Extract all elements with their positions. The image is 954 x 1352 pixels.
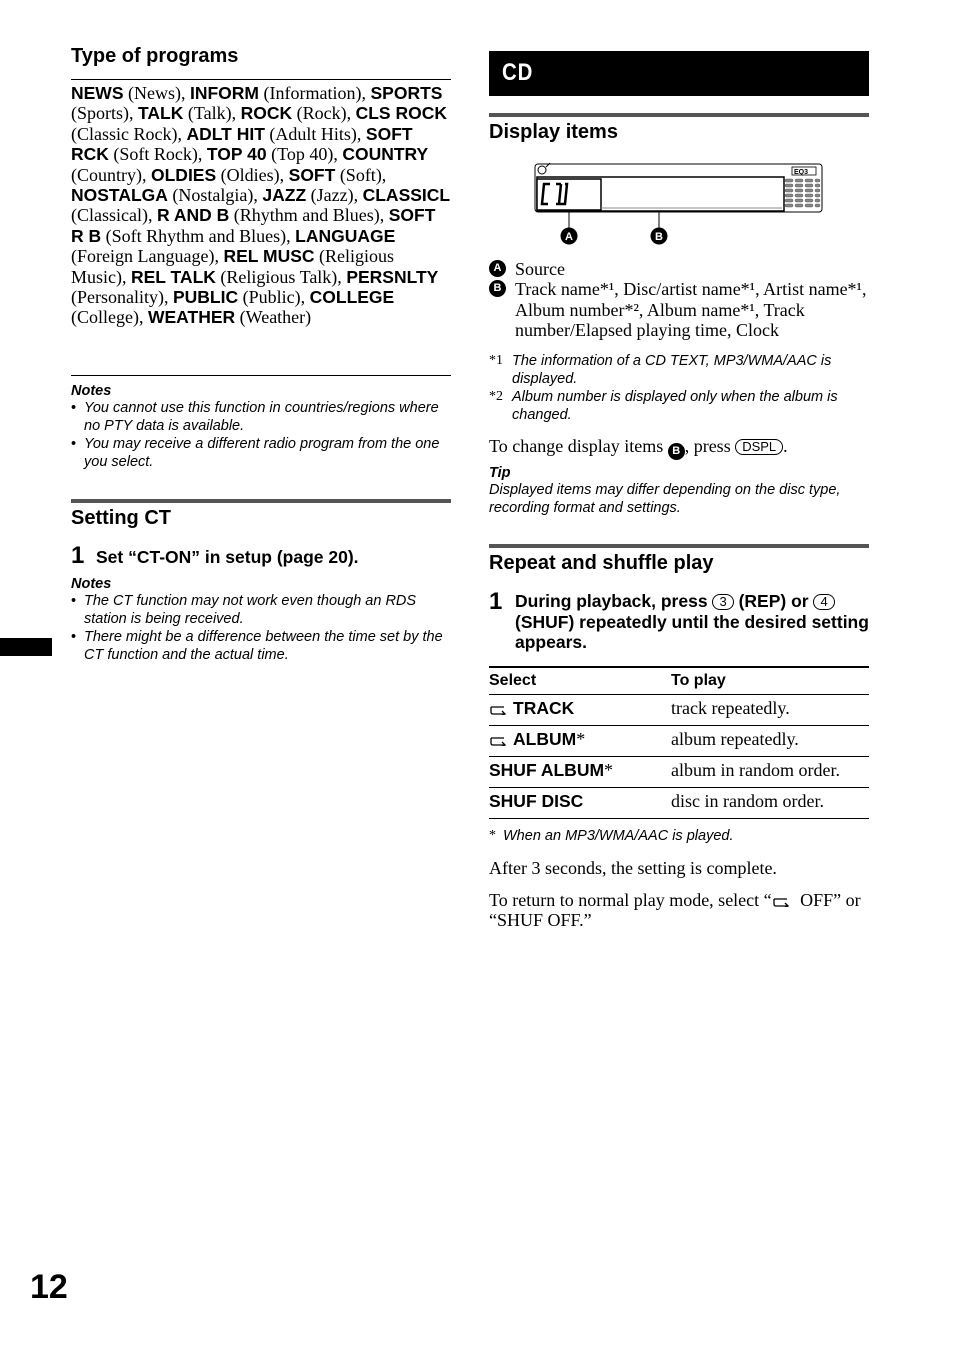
step-number: 1 <box>71 542 85 569</box>
repeat-icon <box>489 705 507 715</box>
program-code: R AND B <box>156 205 230 226</box>
select-cell <box>489 788 671 819</box>
display-items-list <box>489 259 869 341</box>
to-play-cell: track repeatedly. <box>671 695 869 726</box>
tip-block <box>489 465 869 517</box>
program-code: CLS ROCK <box>355 103 447 124</box>
key-3: 3 <box>712 594 733 610</box>
program-name: (Adult Hits), <box>269 123 362 144</box>
select-cell <box>489 695 671 726</box>
program-name: (Weather) <box>239 307 312 328</box>
program-name: (Classic Rock), <box>71 123 182 144</box>
program-code: PUBLIC <box>172 287 239 308</box>
program-name: (Nostalgia), <box>172 185 258 206</box>
callout-b-badge: B <box>489 280 506 297</box>
repeat-step <box>489 588 869 653</box>
program-name: (Religious Talk), <box>220 266 342 287</box>
program-code: TOP 40 <box>206 144 267 165</box>
display-item-b-text: Track name*¹, Disc/artist name*¹, Artist name*¹, Album number*², Album name*¹, Track number/Elapsed playing time, Clock <box>515 279 867 341</box>
footnote <box>489 352 869 388</box>
section-tab-marker <box>0 638 52 656</box>
cd-banner-title: CD <box>502 59 534 86</box>
to-play-cell: disc in random order. <box>671 788 869 819</box>
select-cell <box>489 757 671 788</box>
step-text-part: (REP) or <box>738 591 809 611</box>
return-instruction <box>489 890 869 931</box>
program-name: (News), <box>128 83 186 103</box>
select-cell <box>489 726 671 757</box>
select-label: TRACK <box>513 698 575 718</box>
select-label: SHUF DISC <box>489 791 584 811</box>
section-divider <box>71 499 451 503</box>
program-code: PERSNLTY <box>346 266 439 287</box>
table-row <box>489 788 869 819</box>
callout-b: B <box>655 231 663 243</box>
callout-a-badge: A <box>489 260 506 277</box>
program-code: REL TALK <box>131 266 216 287</box>
table-row <box>489 757 869 788</box>
program-name: (Personality), <box>71 287 169 308</box>
program-code: TALK <box>138 103 184 124</box>
instruction-text: To return to normal play mode, select “ <box>489 890 772 910</box>
display-footnotes <box>489 352 869 424</box>
table-row <box>489 726 869 757</box>
step-text: Set “CT-ON” in setup (page 20). <box>96 547 359 567</box>
program-code: SOFT <box>288 164 336 185</box>
table-header-row <box>489 668 869 695</box>
note-item: • You may receive a different radio program from the one you select. <box>71 435 451 471</box>
footnote <box>489 388 869 424</box>
notes-block <box>71 576 451 664</box>
program-code: COLLEGE <box>309 287 395 308</box>
program-code: INFORM <box>189 83 260 103</box>
program-name: (Rhythm and Blues), <box>233 205 385 226</box>
program-name: (Country), <box>71 164 147 185</box>
footnote-mark: *1 <box>489 353 503 368</box>
program-name: (Classical), <box>71 205 153 226</box>
display-items-heading: Display items <box>489 121 618 143</box>
footnote-text: The information of a CD TEXT, MP3/WMA/AAC is displayed. <box>512 353 832 387</box>
program-name: (Rock), <box>296 103 352 124</box>
program-code: NOSTALGA <box>71 185 168 206</box>
repeat-shuffle-table <box>489 668 869 819</box>
repeat-icon <box>772 897 790 907</box>
footnote-mark: *2 <box>489 389 503 404</box>
program-type-list <box>71 83 451 328</box>
program-code: COUNTRY <box>342 144 429 165</box>
type-of-programs-heading: Type of programs <box>71 45 239 67</box>
program-code: JAZZ <box>262 185 307 206</box>
display-item-a-text: Source <box>515 259 565 279</box>
notes-title: Notes <box>71 383 112 399</box>
program-name: (Information), <box>263 83 366 103</box>
program-code: NEWS <box>71 83 124 103</box>
footnote-text: Album number is displayed only when the album is changed. <box>512 389 838 423</box>
callout-a: A <box>565 231 573 243</box>
instruction-text: OFF” or “SHUF OFF.” <box>489 890 861 931</box>
column-header-to-play: To play <box>671 668 869 695</box>
table-body <box>489 695 869 819</box>
repeat-icon <box>489 736 507 746</box>
display-item-a <box>489 259 869 279</box>
divider <box>71 79 451 80</box>
section-divider <box>489 113 869 117</box>
program-name: (Public), <box>242 287 306 308</box>
program-code: ADLT HIT <box>186 123 265 144</box>
repeat-shuffle-heading: Repeat and shuffle play <box>489 552 714 574</box>
program-name: (Foreign Language), <box>71 246 219 267</box>
footnote-mark: * <box>489 828 496 843</box>
program-code: OLDIES <box>151 164 217 185</box>
instruction-text: . <box>783 436 788 456</box>
step-text <box>489 588 869 653</box>
section-divider <box>489 544 869 548</box>
instruction-text: , press <box>684 436 731 456</box>
page-number: 12 <box>30 1268 68 1306</box>
key-4: 4 <box>813 594 834 610</box>
program-code: CLASSICL <box>362 185 451 206</box>
display-item-b <box>489 279 869 340</box>
to-play-cell: album repeatedly. <box>671 726 869 757</box>
program-code: WEATHER <box>147 307 236 328</box>
program-code: SOFT R B <box>71 205 436 246</box>
program-code: ROCK <box>240 103 293 124</box>
program-name: (Talk), <box>187 103 237 124</box>
repeat-shuffle-table-wrap <box>489 666 869 819</box>
notes-title: Notes <box>71 576 112 592</box>
notes-block <box>71 383 451 471</box>
after-text: After 3 seconds, the setting is complete. <box>489 858 777 878</box>
footnote-text: When an MP3/WMA/AAC is played. <box>503 828 734 844</box>
column-header-select: Select <box>489 668 671 695</box>
program-name: (College), <box>71 307 144 328</box>
program-name: (Religious Music), <box>71 246 395 287</box>
instruction-text: To change display items <box>489 436 664 456</box>
program-code: SOFT RCK <box>71 123 413 165</box>
program-name: (Soft Rhythm and Blues), <box>105 225 291 246</box>
program-code: SPORTS <box>370 83 443 103</box>
program-code: LANGUAGE <box>295 225 396 246</box>
select-suffix: * <box>604 760 614 780</box>
dspl-key: DSPL <box>735 439 783 455</box>
step-text-part: (SHUF) repeatedly until the desired setting appears. <box>515 611 869 652</box>
note-item: • There might be a difference between the time set by the CT function and the actual time. <box>71 628 451 664</box>
table-footnote <box>489 827 883 845</box>
program-name: (Soft), <box>339 164 387 185</box>
tip-title: Tip <box>489 465 511 481</box>
tip-text: Displayed items may differ depending on the disc type, recording format and settings. <box>489 482 841 516</box>
callout-b-badge: B <box>668 443 685 460</box>
note-item: • The CT function may not work even though an RDS station is being received. <box>71 592 451 628</box>
step-number: 1 <box>489 588 503 615</box>
program-name: (Oldies), <box>220 164 285 185</box>
program-code: REL MUSC <box>223 246 315 267</box>
program-name: (Sports), <box>71 103 134 124</box>
program-name: (Jazz), <box>310 185 359 206</box>
note-item: • You cannot use this function in countries/regions where no PTY data is available. <box>71 399 451 435</box>
program-name: (Top 40), <box>271 144 338 165</box>
ct-step <box>71 542 451 570</box>
program-name: (Soft Rock), <box>113 144 203 165</box>
step-text-part: During playback, press <box>515 591 708 611</box>
to-play-cell: album in random order. <box>671 757 869 788</box>
change-display-instruction <box>489 436 869 460</box>
select-label: SHUF ALBUM <box>489 760 605 780</box>
setting-ct-heading: Setting CT <box>71 507 171 529</box>
table-row <box>489 695 869 726</box>
display-illustration <box>534 160 824 250</box>
select-label: ALBUM <box>513 729 577 749</box>
eq-label: EQ3 <box>794 169 809 176</box>
divider <box>71 375 451 376</box>
select-suffix: * <box>576 729 586 749</box>
display-panel-drawing <box>534 160 824 250</box>
cd-banner <box>489 51 869 96</box>
